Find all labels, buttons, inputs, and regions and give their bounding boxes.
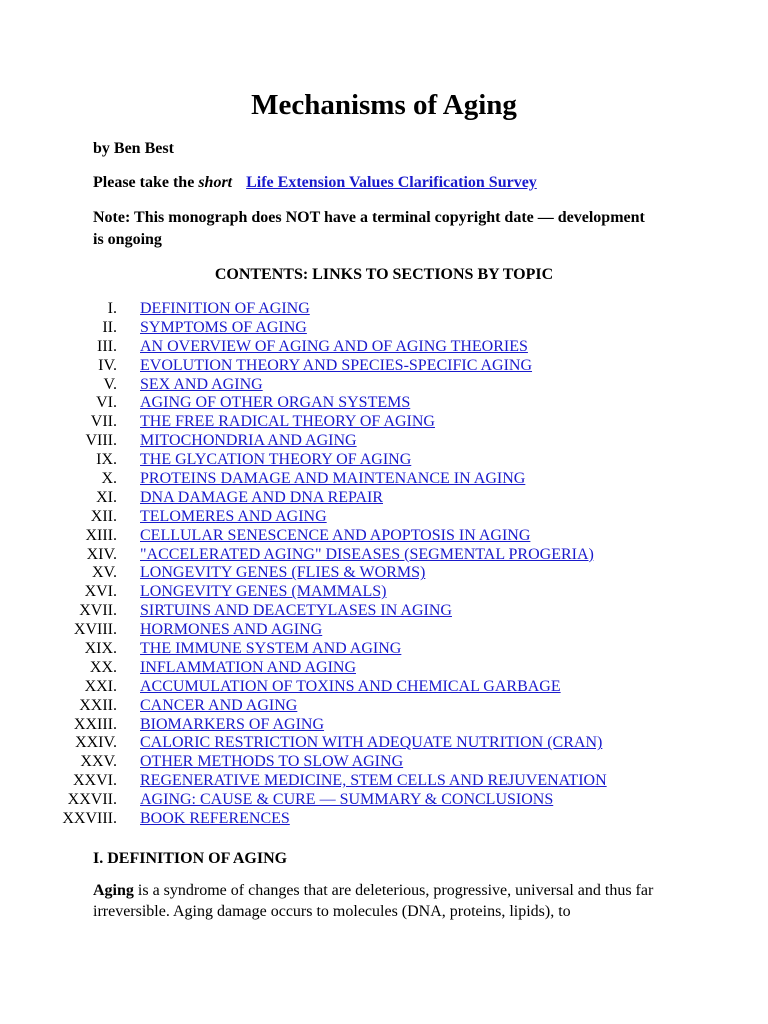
toc-link[interactable]: AGING: CAUSE & CURE — SUMMARY & CONCLUSIONS xyxy=(140,791,554,809)
toc-item xyxy=(0,564,768,583)
survey-line xyxy=(93,172,537,194)
toc-number: XIV. xyxy=(86,545,117,563)
toc-item xyxy=(0,338,768,357)
toc-item xyxy=(0,394,768,413)
toc-item xyxy=(0,489,768,508)
page-title: Mechanisms of Aging xyxy=(251,89,517,121)
toc-link[interactable]: THE GLYCATION THEORY OF AGING xyxy=(140,451,412,469)
toc-link[interactable]: LONGEVITY GENES (MAMMALS) xyxy=(140,583,387,601)
copyright-note: Note: This monograph does NOT have a terminal copyright date — development is ongoing xyxy=(93,209,645,248)
toc-item xyxy=(0,810,768,829)
toc-number: XXIII. xyxy=(73,715,117,733)
toc-item xyxy=(0,508,768,527)
toc-number: XV. xyxy=(91,564,117,582)
toc-item xyxy=(0,451,768,470)
toc-number: XXIV. xyxy=(75,734,117,752)
survey-emphasis: short xyxy=(198,174,233,191)
survey-prefix: Please take the xyxy=(93,174,195,191)
toc-item xyxy=(0,470,768,489)
toc-number: XVIII. xyxy=(73,621,117,639)
toc-number: XI. xyxy=(96,488,117,506)
toc-number: II. xyxy=(102,318,117,336)
toc-item xyxy=(0,376,768,395)
toc-number: XXVII. xyxy=(67,791,117,809)
toc-item xyxy=(0,602,768,621)
table-of-contents xyxy=(0,300,768,829)
toc-link[interactable]: TELOMERES AND AGING xyxy=(140,507,327,525)
toc-item xyxy=(0,791,768,810)
toc-number: XXVIII. xyxy=(62,810,117,828)
toc-link[interactable]: CANCER AND AGING xyxy=(140,696,298,714)
toc-link[interactable]: CALORIC RESTRICTION WITH ADEQUATE NUTRITION (CRAN) xyxy=(140,734,603,752)
toc-link[interactable]: DEFINITION OF AGING xyxy=(140,300,310,317)
toc-item xyxy=(0,734,768,753)
toc-item xyxy=(0,716,768,735)
toc-number: XXII. xyxy=(79,696,117,714)
body-text: is a syndrome of changes that are deleterious, progressive, universal and thus far irreversible. Aging damage occurs to molecules (DNA, proteins, lipids), to xyxy=(93,882,654,920)
toc-link[interactable]: EVOLUTION THEORY AND SPECIES-SPECIFIC AGING xyxy=(140,356,533,374)
toc-link[interactable]: THE IMMUNE SYSTEM AND AGING xyxy=(140,640,402,658)
toc-number: XII. xyxy=(90,507,117,525)
toc-number: XXV. xyxy=(80,753,117,771)
toc-item xyxy=(0,772,768,791)
toc-link[interactable]: OTHER METHODS TO SLOW AGING xyxy=(140,753,404,771)
toc-number: XVI. xyxy=(84,583,117,601)
toc-number: X. xyxy=(101,470,117,488)
toc-number: XIX. xyxy=(84,640,117,658)
toc-item xyxy=(0,583,768,602)
toc-number: VI. xyxy=(96,394,117,412)
section-heading: I. DEFINITION OF AGING xyxy=(93,850,288,867)
toc-item xyxy=(0,527,768,546)
toc-item xyxy=(0,432,768,451)
toc-number: XX. xyxy=(89,658,117,676)
survey-link[interactable]: Life Extension Values Clarification Survey xyxy=(246,174,537,191)
toc-link[interactable]: SYMPTOMS OF AGING xyxy=(140,318,307,336)
toc-item xyxy=(0,640,768,659)
toc-item xyxy=(0,300,768,319)
toc-link[interactable]: BIOMARKERS OF AGING xyxy=(140,715,325,733)
toc-link[interactable]: PROTEINS DAMAGE AND MAINTENANCE IN AGING xyxy=(140,470,526,488)
toc-number: VII. xyxy=(90,413,117,431)
toc-link[interactable]: AGING OF OTHER ORGAN SYSTEMS xyxy=(140,394,411,412)
toc-item xyxy=(0,753,768,772)
toc-item xyxy=(0,357,768,376)
toc-link[interactable]: MITOCHONDRIA AND AGING xyxy=(140,432,357,450)
toc-number: XVII. xyxy=(79,602,117,620)
toc-number: V. xyxy=(103,375,117,393)
contents-heading: CONTENTS: LINKS TO SECTIONS BY TOPIC xyxy=(214,266,554,283)
toc-link[interactable]: REGENERATIVE MEDICINE, STEM CELLS AND REJUVENATION xyxy=(140,772,607,790)
toc-item xyxy=(0,319,768,338)
body-term: Aging xyxy=(93,882,134,899)
toc-number: I. xyxy=(107,300,117,317)
toc-number: VIII. xyxy=(85,432,117,450)
toc-link[interactable]: AN OVERVIEW OF AGING AND OF AGING THEORIES xyxy=(140,337,528,355)
toc-link[interactable]: "ACCELERATED AGING" DISEASES (SEGMENTAL PROGERIA) xyxy=(140,545,594,563)
toc-number: III. xyxy=(97,337,117,355)
toc-number: XIII. xyxy=(85,526,117,544)
toc-item xyxy=(0,678,768,697)
toc-link[interactable]: BOOK REFERENCES xyxy=(140,810,290,828)
toc-item xyxy=(0,697,768,716)
toc-link[interactable]: ACCUMULATION OF TOXINS AND CHEMICAL GARBAGE xyxy=(140,677,561,695)
toc-link[interactable]: THE FREE RADICAL THEORY OF AGING xyxy=(140,413,435,431)
toc-item xyxy=(0,546,768,565)
toc-link[interactable]: CELLULAR SENESCENCE AND APOPTOSIS IN AGING xyxy=(140,526,531,544)
toc-link[interactable]: SEX AND AGING xyxy=(140,375,263,393)
toc-item xyxy=(0,621,768,640)
toc-link[interactable]: HORMONES AND AGING xyxy=(140,621,323,639)
byline: by Ben Best xyxy=(93,140,174,157)
toc-link[interactable]: LONGEVITY GENES (FLIES & WORMS) xyxy=(140,564,426,582)
toc-link[interactable]: SIRTUINS AND DEACETYLASES IN AGING xyxy=(140,602,452,620)
toc-number: IV. xyxy=(98,356,117,374)
toc-item xyxy=(0,659,768,678)
toc-item xyxy=(0,413,768,432)
body-paragraph xyxy=(93,880,673,922)
toc-number: XXVI. xyxy=(73,772,117,790)
toc-number: XXI. xyxy=(84,677,117,695)
toc-number: IX. xyxy=(96,451,117,469)
toc-link[interactable]: DNA DAMAGE AND DNA REPAIR xyxy=(140,488,383,506)
toc-link[interactable]: INFLAMMATION AND AGING xyxy=(140,658,356,676)
